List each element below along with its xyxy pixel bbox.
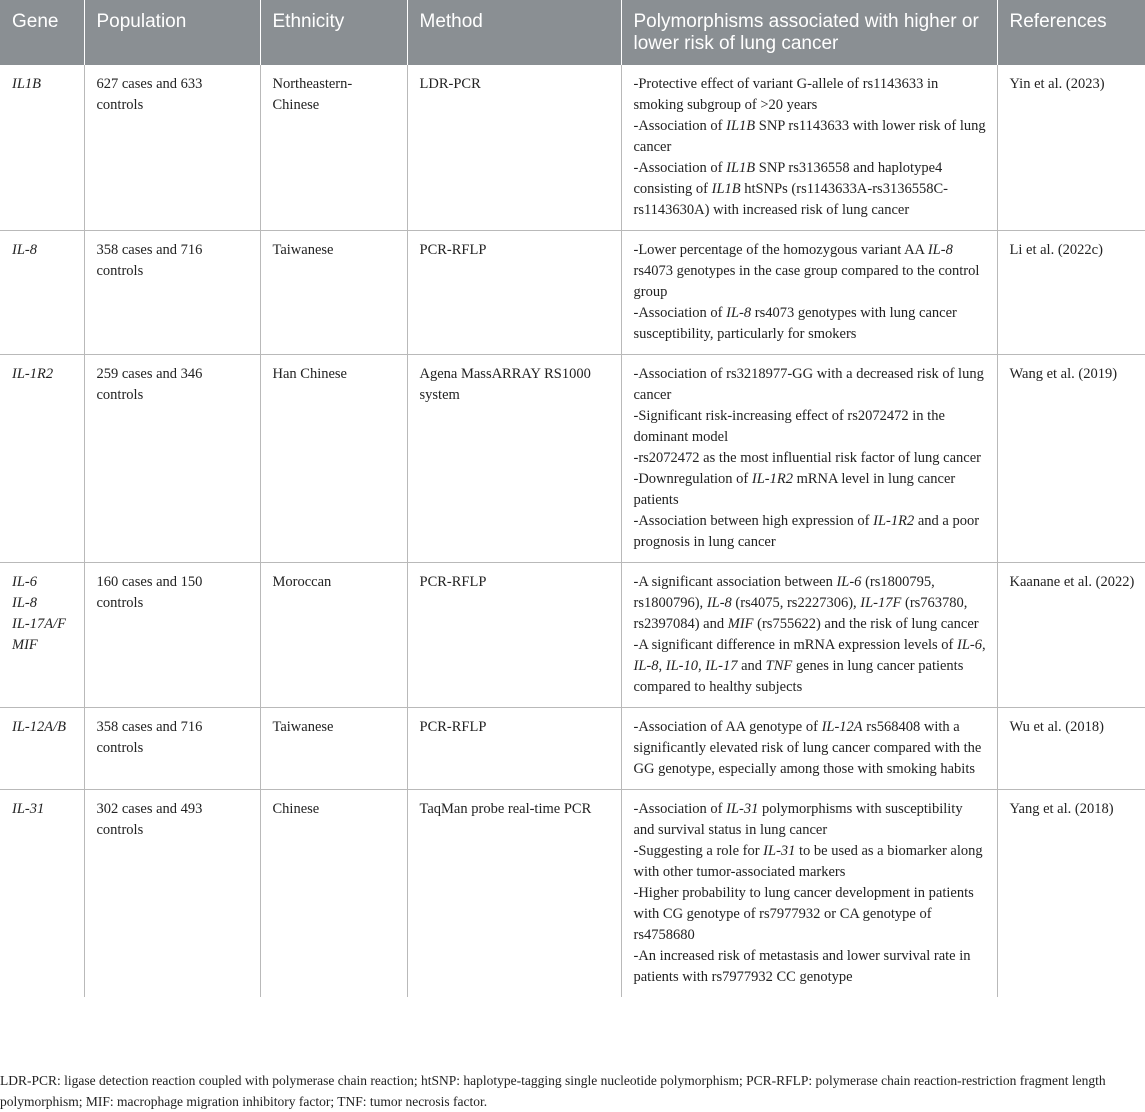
polymorphism-finding: -Association of IL-8 rs4073 genotypes with lung cancer susceptibility, particularly for smokers: [633, 305, 957, 342]
method-cell: PCR-RFLP: [407, 231, 621, 355]
gene-name: IL-6: [12, 574, 37, 590]
gene-name: MIF: [12, 637, 38, 653]
population-cell: 627 cases and 633 controls: [84, 65, 260, 231]
polymorphism-cell: [621, 65, 997, 231]
table-row: [0, 231, 1145, 355]
header-row: [0, 0, 1145, 65]
polymorphism-finding: -Downregulation of IL-1R2 mRNA level in lung cancer patients: [633, 471, 956, 508]
polymorphism-finding: -Association of IL1B SNP rs3136558 and haplotype4 consisting of IL1B htSNPs (rs1143633A-rs3136558C-rs1143630A) with increased risk of lung cancer: [633, 160, 948, 218]
ethnicity-cell: Chinese: [260, 790, 407, 998]
method-cell: Agena MassARRAY RS1000 system: [407, 355, 621, 563]
population-cell: 259 cases and 346 controls: [84, 355, 260, 563]
polymorphism-finding: -Association between high expression of IL-1R2 and a poor prognosis in lung cancer: [633, 513, 980, 550]
polymorphism-cell: [621, 563, 997, 708]
population-cell: 358 cases and 716 controls: [84, 231, 260, 355]
ethnicity-cell: Han Chinese: [260, 355, 407, 563]
table-footnote: LDR-PCR: ligase detection reaction coupled with polymerase chain reaction; htSNP: haplotype-tagging single nucleotide polymorphism; PCR-RFLP: polymerase chain reaction-restriction fragment length polymorphism; MIF: macrophage migration inhibitory factor; TNF: tumor necrosis factor.: [0, 1073, 1106, 1109]
ethnicity-cell: Taiwanese: [260, 708, 407, 790]
polymorphism-finding: -Lower percentage of the homozygous variant AA IL-8 rs4073 genotypes in the case group compared to the control group: [633, 242, 980, 300]
method-cell: TaqMan probe real-time PCR: [407, 790, 621, 998]
polymorphism-finding: -Protective effect of variant G-allele of rs1143633 in smoking subgroup of >20 years: [633, 76, 939, 113]
table-row: [0, 355, 1145, 563]
gene-name: IL-8: [12, 242, 37, 258]
polymorphism-cell: [621, 355, 997, 563]
population-cell: 160 cases and 150 controls: [84, 563, 260, 708]
reference-cell: Wu et al. (2018): [997, 708, 1145, 790]
population-cell: 302 cases and 493 controls: [84, 790, 260, 998]
table-row: [0, 790, 1145, 998]
reference-cell: Wang et al. (2019): [997, 355, 1145, 563]
gene-name: IL-17A/F: [12, 616, 66, 632]
polymorphism-finding: -Suggesting a role for IL-31 to be used as a biomarker along with other tumor-associated markers: [633, 843, 983, 880]
table-header: [0, 0, 1145, 65]
polymorphism-finding: -Association of AA genotype of IL-12A rs568408 with a significantly elevated risk of lung cancer compared with the GG genotype, especially among those with smoking habits: [633, 719, 982, 777]
table-body: [0, 65, 1145, 997]
ethnicity-cell: Northeastern-Chinese: [260, 65, 407, 231]
gene-cell: [0, 563, 84, 708]
polymorphism-finding: -Higher probability to lung cancer development in patients with CG genotype of rs7977932 or CA genotype of rs4758680: [633, 885, 974, 943]
polymorphism-finding: -Association of IL1B SNP rs1143633 with lower risk of lung cancer: [633, 118, 986, 155]
gene-cell: [0, 708, 84, 790]
gene-cell: [0, 790, 84, 998]
reference-cell: Yang et al. (2018): [997, 790, 1145, 998]
polymorphism-finding: -An increased risk of metastasis and lower survival rate in patients with rs7977932 CC genotype: [633, 948, 971, 985]
reference-cell: Yin et al. (2023): [997, 65, 1145, 231]
polymorphism-finding: -A significant association between IL-6 (rs1800795, rs1800796), IL-8 (rs4075, rs2227306), IL-17F (rs763780, rs2397084) and MIF (rs755622) and the risk of lung cancer: [633, 574, 979, 632]
polymorphism-finding: -Significant risk-increasing effect of rs2072472 in the dominant model: [633, 408, 945, 445]
gene-name: IL-12A/B: [12, 719, 66, 735]
header-polymorphisms: Polymorphisms associated with higher or lower risk of lung cancer: [621, 0, 997, 65]
method-cell: LDR-PCR: [407, 65, 621, 231]
polymorphism-finding: -rs2072472 as the most influential risk factor of lung cancer: [633, 450, 981, 466]
gene-cell: [0, 355, 84, 563]
polymorphism-finding: -A significant difference in mRNA expression levels of IL-6, IL-8, IL-10, IL-17 and TNF genes in lung cancer patients compared to healthy subjects: [633, 637, 986, 695]
ethnicity-cell: Taiwanese: [260, 231, 407, 355]
header-references: References: [997, 0, 1145, 65]
polymorphism-cell: [621, 231, 997, 355]
table-row: [0, 708, 1145, 790]
polymorphism-finding: -Association of IL-31 polymorphisms with susceptibility and survival status in lung cancer: [633, 801, 963, 838]
gene-name: IL1B: [12, 76, 41, 92]
gene-cell: [0, 231, 84, 355]
header-method: Method: [407, 0, 621, 65]
polymorphism-finding: -Association of rs3218977-GG with a decreased risk of lung cancer: [633, 366, 984, 403]
gene-name: IL-8: [12, 595, 37, 611]
table-row: [0, 563, 1145, 708]
polymorphism-cell: [621, 708, 997, 790]
method-cell: PCR-RFLP: [407, 563, 621, 708]
header-population: Population: [84, 0, 260, 65]
reference-cell: Kaanane et al. (2022): [997, 563, 1145, 708]
ethnicity-cell: Moroccan: [260, 563, 407, 708]
header-ethnicity: Ethnicity: [260, 0, 407, 65]
reference-cell: Li et al. (2022c): [997, 231, 1145, 355]
gene-name: IL-31: [12, 801, 45, 817]
population-cell: 358 cases and 716 controls: [84, 708, 260, 790]
gene-cell: [0, 65, 84, 231]
header-gene: Gene: [0, 0, 84, 65]
method-cell: PCR-RFLP: [407, 708, 621, 790]
polymorphism-cell: [621, 790, 997, 998]
table-row: [0, 65, 1145, 231]
gene-name: IL-1R2: [12, 366, 54, 382]
